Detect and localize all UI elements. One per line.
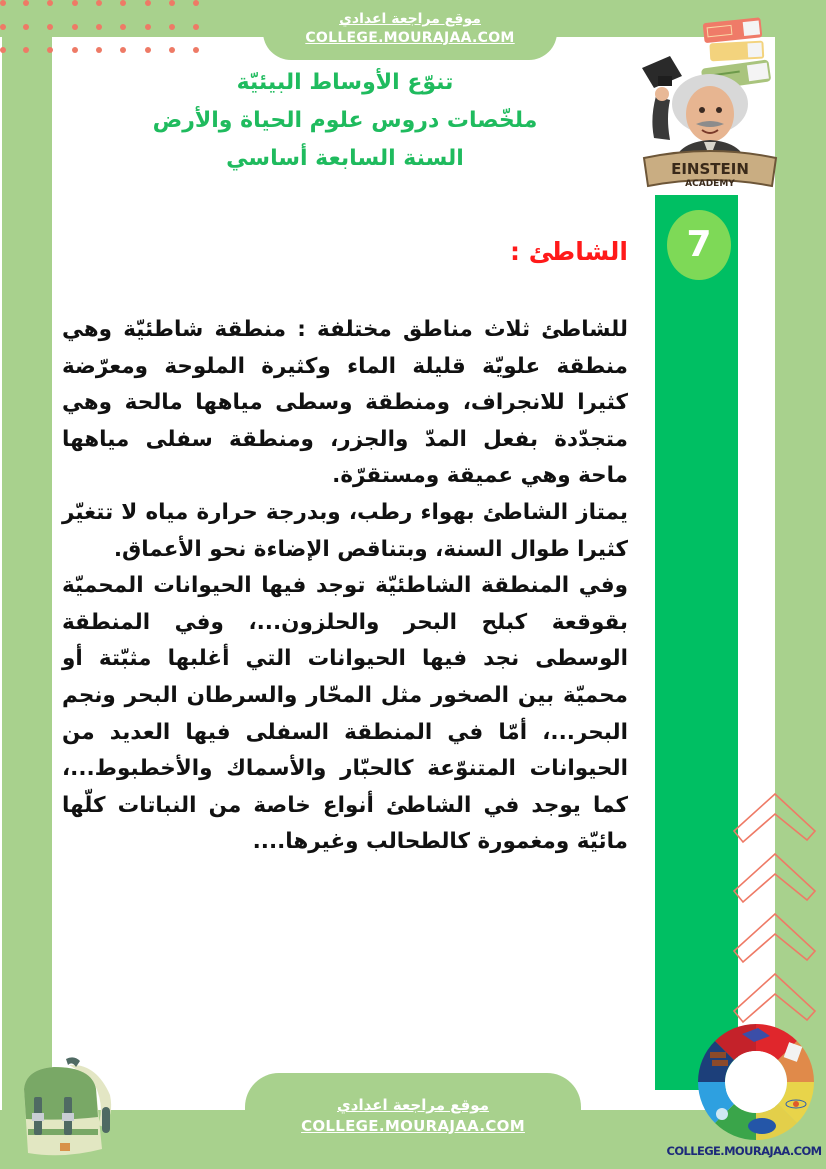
- document-titles: [120, 64, 570, 178]
- einstein-academy-logo: [636, 18, 784, 190]
- frame-left-strip: [2, 0, 52, 1169]
- subjects-wheel-logo: [694, 1020, 818, 1144]
- paragraph-organisms: وفي المنطقة الشاطئيّة توجد فيها الحيوانات المحميّة بقوقعة كبلح البحر والحلزون...، وفي المنطقة الوسطى نجد فيها الحيوانات التي أغلبها مثبّتة أو محميّة بين الصخور مثل المحّار والسرطان البحر ونجم البحر...، أمّا في المنطقة السفلى فيها العديد من الحيوانات المتنوّعة كالحبّار والأسماك والأخطبوط...، كما يوجد في الشاطئ أنواع خاصة من النباتات كلّها مائيّة ومغمورة كالطحالب وغيرها....: [62, 573, 628, 855]
- title-grade: السنة السابعة أساسي: [226, 146, 464, 171]
- svg-text:ACADEMY: ACADEMY: [685, 179, 735, 189]
- section-heading: الشاطئ :: [510, 237, 628, 266]
- paragraph-climate: يمتاز الشاطئ بهواء رطب، وبدرجة حرارة مياه لا تتغيّر كثيرا طوال السنة، وبتناقص الإضاءة نحو الأعماق.: [62, 499, 628, 562]
- wheel-caption: COLLEGE.MOURAJAA.COM: [666, 1144, 822, 1158]
- page-number-badge: 7: [667, 210, 731, 280]
- side-accent-bar: [655, 195, 738, 1090]
- svg-text:EINSTEIN: EINSTEIN: [671, 160, 749, 178]
- header-site-tab: [263, 0, 557, 60]
- footer-site-name[interactable]: موقع مراجعة اعدادي: [337, 1096, 489, 1114]
- header-site-link[interactable]: COLLEGE.MOURAJAA.COM: [305, 30, 515, 46]
- section-body: [62, 312, 628, 861]
- paragraph-zones: للشاطئ ثلاث مناطق مختلفة : منطقة شاطئيّة وهي منطقة علويّة قليلة الماء وكثيرة الملوحة ومعرّضة كثيرا للانجراف، ومنطقة وسطى مياهها مالحة وهي متجدّدة بفعل المدّ والجزر، ومنطقة سفلى مياهها ماحة وهي عميقة ومستقرّة.: [62, 317, 628, 489]
- chevron-up-decoration-icon: [733, 790, 826, 1040]
- footer-site-link[interactable]: COLLEGE.MOURAJAA.COM: [301, 1117, 525, 1135]
- footer-site-tab: [245, 1073, 581, 1133]
- backpack-icon: [14, 1055, 114, 1165]
- title-lesson: تنوّع الأوساط البيئيّة: [236, 70, 454, 95]
- decorative-dots: [0, 0, 210, 60]
- header-site-name[interactable]: موقع مراجعة اعدادي: [339, 11, 481, 27]
- title-series: ملخّصات دروس علوم الحياة والأرض: [152, 108, 538, 133]
